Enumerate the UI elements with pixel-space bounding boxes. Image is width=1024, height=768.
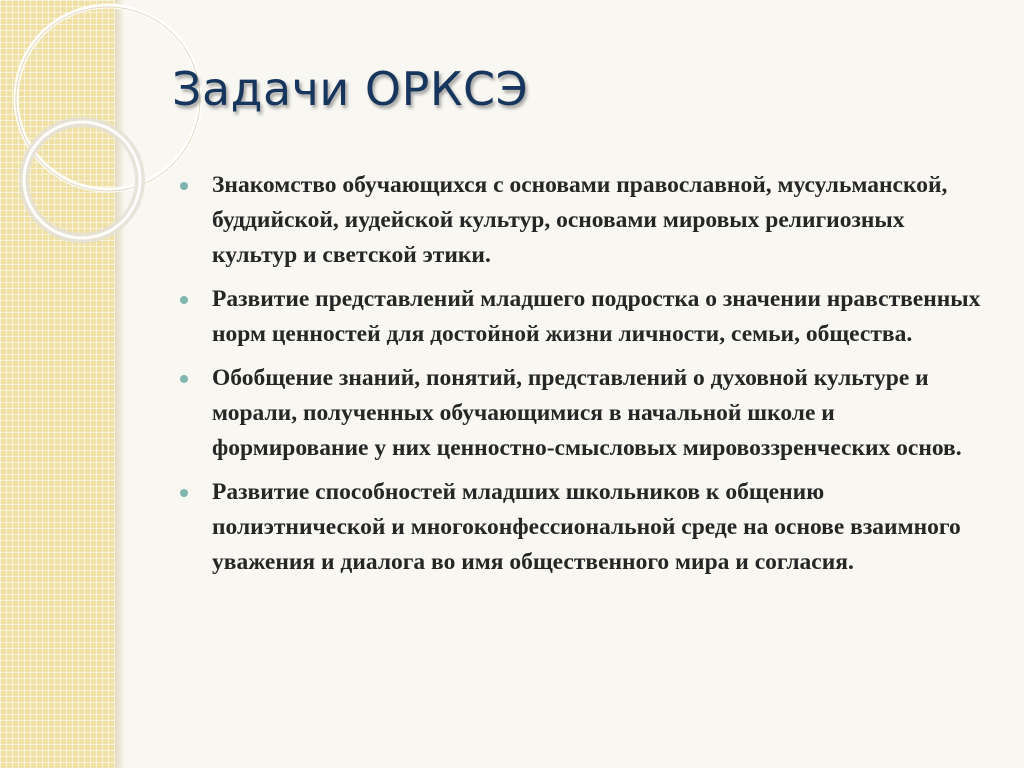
bullet-item <box>178 475 988 580</box>
slide-title: Задачи ОРКСЭ <box>172 62 529 116</box>
bullet-dot-icon <box>180 489 188 497</box>
bullet-dot-icon <box>180 182 188 190</box>
bullet-text: Знакомство обучающихся с основами православной, мусульманской, буддийской, иудейской культур, основами мировых религиозных культур и светской этики. <box>212 172 948 268</box>
small-ring-highlight <box>24 122 140 238</box>
bullet-text: Обобщение знаний, понятий, представлений о духовной культуре и морали, полученных обучающимися в начальной школе и формирование у них ценностно-смысловых мировоззренческих основ. <box>212 365 962 461</box>
bullet-text: Развитие представлений младшего подростка о значении нравственных норм ценностей для достойной жизни личности, семьи, общества. <box>212 286 981 347</box>
bullet-list <box>178 168 988 589</box>
bullet-text: Развитие способностей младших школьников к общению полиэтнической и многоконфессиональной среде на основе взаимного уважения и диалога во имя общественного мира и согласия. <box>212 479 961 575</box>
bullet-item <box>178 282 988 352</box>
bullet-dot-icon <box>180 375 188 383</box>
bullet-item <box>178 361 988 466</box>
bullet-dot-icon <box>180 296 188 304</box>
bullet-item <box>178 168 988 273</box>
